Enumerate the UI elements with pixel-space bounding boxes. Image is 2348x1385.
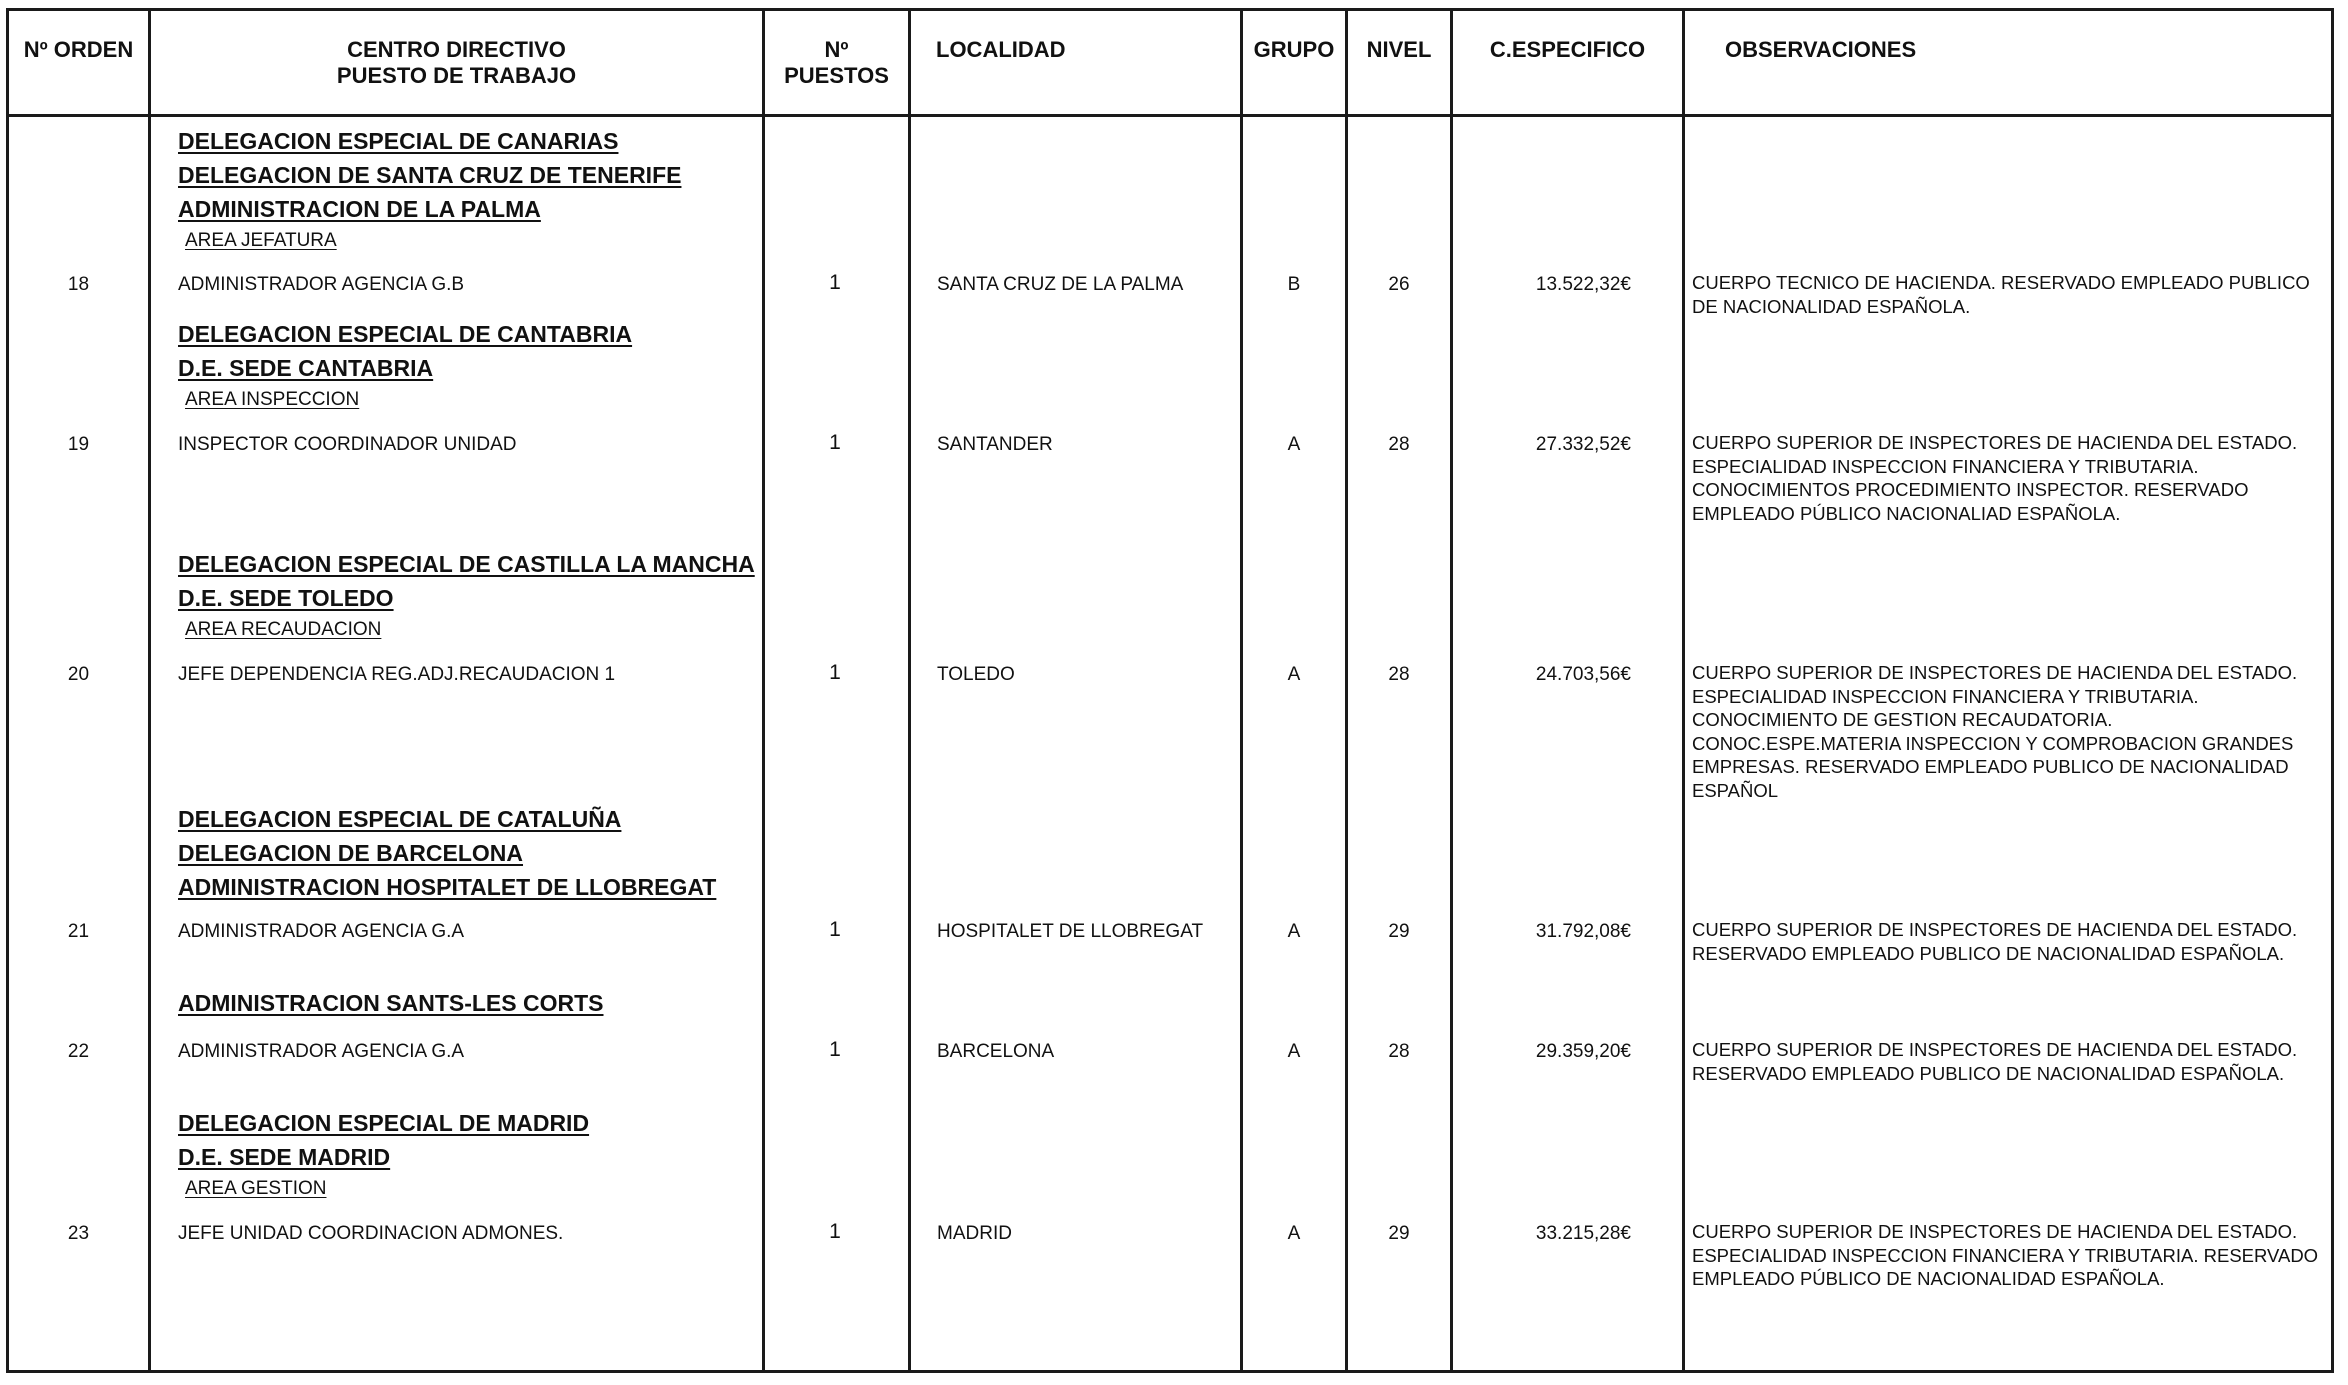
row-puestos: 1 xyxy=(829,918,841,941)
section-heading: ADMINISTRACION HOSPITALET DE LLOBREGAT xyxy=(178,874,717,900)
row-nivel: 29 xyxy=(1388,1223,1410,1244)
row-puestos: 1 xyxy=(829,1220,841,1243)
header-localidad: LOCALIDAD xyxy=(936,37,1066,62)
section-heading: DELEGACION ESPECIAL DE CATALUÑA xyxy=(178,806,622,832)
row-puesto: INSPECTOR COORDINADOR UNIDAD xyxy=(178,434,517,455)
header-puestos-line2: PUESTOS xyxy=(784,63,889,88)
header-centro-line2: PUESTO DE TRABAJO xyxy=(336,63,577,88)
section-heading: D.E. SEDE CANTABRIA xyxy=(178,355,434,381)
row-especifico: 27.332,52€ xyxy=(1535,434,1631,455)
row-grupo: A xyxy=(1287,1223,1301,1244)
row-localidad: BARCELONA xyxy=(937,1041,1055,1062)
area-label: AREA RECAUDACION xyxy=(185,619,382,640)
header-orden: Nº ORDEN xyxy=(23,37,134,62)
header-puestos-line1: Nº xyxy=(824,37,849,62)
row-puesto: ADMINISTRADOR AGENCIA G.B xyxy=(178,274,465,295)
row-observaciones: CUERPO SUPERIOR DE INSPECTORES DE HACIENDA DEL ESTADO. RESERVADO EMPLEADO PUBLICO DE NACIONALIDAD ESPAÑOLA. xyxy=(1692,919,2298,964)
row-observaciones: CUERPO SUPERIOR DE INSPECTORES DE HACIENDA DEL ESTADO. ESPECIALIDAD INSPECCION FINANCIERA Y TRIBUTARIA. RESERVADO EMPLEADO PÚBLICO DE NACIONALIDAD ESPAÑOLA. xyxy=(1692,1221,2319,1289)
row-especifico: 24.703,56€ xyxy=(1535,664,1631,685)
header-grupo: GRUPO xyxy=(1253,37,1335,62)
row-especifico: 33.215,28€ xyxy=(1535,1223,1631,1244)
row-observaciones: CUERPO SUPERIOR DE INSPECTORES DE HACIENDA DEL ESTADO. RESERVADO EMPLEADO PUBLICO DE NACIONALIDAD ESPAÑOLA. xyxy=(1692,1039,2298,1084)
row-especifico: 31.792,08€ xyxy=(1535,921,1631,942)
row-puestos: 1 xyxy=(829,661,841,684)
section-heading: DELEGACION ESPECIAL DE CASTILLA LA MANCHA xyxy=(178,551,755,577)
row-especifico: 29.359,20€ xyxy=(1535,1041,1631,1062)
header-nivel: NIVEL xyxy=(1366,37,1432,62)
row-observaciones: CUERPO TECNICO DE HACIENDA. RESERVADO EMPLEADO PUBLICO DE NACIONALIDAD ESPAÑOLA. xyxy=(1692,272,2310,317)
row-orden: 19 xyxy=(67,434,90,455)
row-grupo: A xyxy=(1287,434,1301,455)
row-observaciones: CUERPO SUPERIOR DE INSPECTORES DE HACIENDA DEL ESTADO. ESPECIALIDAD INSPECCION FINANCIERA Y TRIBUTARIA. CONOCIMIENTO DE GESTION RECAUDATORIA. CONOC.ESPE.MATERIA INSPECCION Y COMPROBACION GRANDES EMPRESAS. RESERVADO EMPLEADO PUBLICO DE NACIONALIDAD ESPAÑOL xyxy=(1692,662,2298,801)
row-puesto: JEFE DEPENDENCIA REG.ADJ.RECAUDACION 1 xyxy=(178,664,616,685)
row-grupo: B xyxy=(1287,274,1301,295)
row-puesto: JEFE UNIDAD COORDINACION ADMONES. xyxy=(178,1223,564,1244)
section-heading: ADMINISTRACION DE LA PALMA xyxy=(178,196,541,222)
row-nivel: 28 xyxy=(1388,664,1410,685)
section-heading: D.E. SEDE TOLEDO xyxy=(178,585,394,611)
row-orden: 20 xyxy=(67,664,90,685)
row-grupo: A xyxy=(1287,1041,1301,1062)
row-localidad: HOSPITALET DE LLOBREGAT xyxy=(937,921,1204,942)
col-border-8 xyxy=(2331,8,2334,1373)
row-localidad: MADRID xyxy=(937,1223,1012,1244)
section-heading: DELEGACION ESPECIAL DE MADRID xyxy=(178,1110,590,1136)
row-orden: 18 xyxy=(67,274,90,295)
header-centro-line1: CENTRO DIRECTIVO xyxy=(347,37,566,62)
row-orden: 22 xyxy=(67,1041,90,1062)
row-localidad: SANTANDER xyxy=(937,434,1053,455)
area-label: AREA INSPECCION xyxy=(185,389,360,410)
row-puesto: ADMINISTRADOR AGENCIA G.A xyxy=(178,1041,465,1062)
col-border-2 xyxy=(762,8,765,1373)
col-border-0 xyxy=(6,8,9,1373)
col-border-5 xyxy=(1345,8,1348,1373)
section-heading: D.E. SEDE MADRID xyxy=(178,1144,391,1170)
row-nivel: 28 xyxy=(1388,434,1410,455)
row-puestos: 1 xyxy=(829,271,841,294)
section-heading: DELEGACION DE BARCELONA xyxy=(178,840,524,866)
header-bottom-border xyxy=(6,114,2334,117)
row-localidad: TOLEDO xyxy=(937,664,1015,685)
row-nivel: 26 xyxy=(1388,274,1410,295)
section-heading: DELEGACION ESPECIAL DE CANTABRIA xyxy=(178,321,633,347)
header-especifico: C.ESPECIFICO xyxy=(1489,37,1646,62)
row-orden: 23 xyxy=(67,1223,90,1244)
row-nivel: 29 xyxy=(1388,921,1410,942)
section-heading: ADMINISTRACION SANTS-LES CORTS xyxy=(178,990,604,1016)
area-label: AREA JEFATURA xyxy=(185,230,337,251)
col-border-1 xyxy=(148,8,151,1373)
table-bottom-border xyxy=(6,1370,2334,1373)
row-grupo: A xyxy=(1287,664,1301,685)
row-especifico: 13.522,32€ xyxy=(1535,274,1631,295)
section-heading: DELEGACION DE SANTA CRUZ DE TENERIFE xyxy=(178,162,682,188)
header-observaciones: OBSERVACIONES xyxy=(1725,37,1917,62)
row-nivel: 28 xyxy=(1388,1041,1410,1062)
area-label: AREA GESTION xyxy=(185,1178,327,1199)
row-puestos: 1 xyxy=(829,1038,841,1061)
row-puesto: ADMINISTRADOR AGENCIA G.A xyxy=(178,921,465,942)
row-grupo: A xyxy=(1287,921,1301,942)
col-border-7 xyxy=(1682,8,1685,1373)
row-observaciones: CUERPO SUPERIOR DE INSPECTORES DE HACIENDA DEL ESTADO. ESPECIALIDAD INSPECCION FINANCIERA Y TRIBUTARIA. CONOCIMIENTOS PROCEDIMIENTO INSPECTOR. RESERVADO EMPLEADO PÚBLICO NACIONALIAD ESPAÑOLA. xyxy=(1692,432,2298,524)
row-orden: 21 xyxy=(67,921,90,942)
col-border-4 xyxy=(1240,8,1243,1373)
col-border-3 xyxy=(908,8,911,1373)
table-top-border xyxy=(6,8,2334,11)
row-puestos: 1 xyxy=(829,431,841,454)
section-heading: DELEGACION ESPECIAL DE CANARIAS xyxy=(178,128,619,154)
row-localidad: SANTA CRUZ DE LA PALMA xyxy=(937,274,1184,295)
col-border-6 xyxy=(1450,8,1453,1373)
